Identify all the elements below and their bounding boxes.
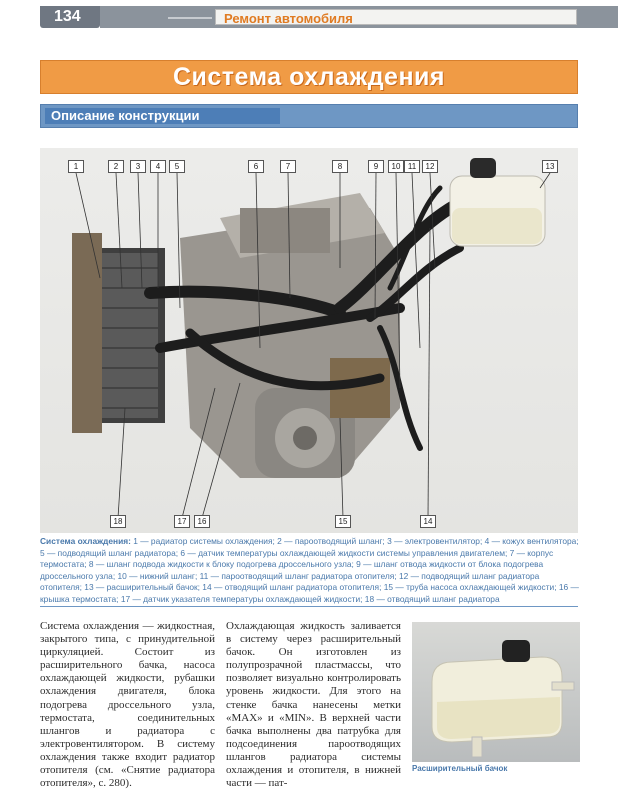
body-column-2: Охлаждающая жидкость заливается в систему через расширительный бачок. Он изготовлен из полупрозрачной пластмассы, что позволяет визуально контролировать уровень жидкости. Для этого на стенке бачка нанесены метки «MAX» и «MIN». В верхней части бачка выполнены два патрубка для подсоединения пароотводящих шлангов радиатора системы охлаждения и отопителя, в нижней части — пат- xyxy=(226,620,401,790)
figure-caption xyxy=(40,536,580,606)
callout-8: 8 xyxy=(332,160,348,173)
callout-1: 1 xyxy=(68,160,84,173)
expansion-tank-illustration xyxy=(412,622,580,762)
header-divider xyxy=(168,17,212,19)
callout-4: 4 xyxy=(150,160,166,173)
callout-10: 10 xyxy=(388,160,404,173)
body-column-1: Система охлаждения — жидкостная, закрытого типа, с принудительной циркуляцией. Состоит из расширительного бачка, насоса охлаждающей жидкости, рубашки охлаждения двигателя, блока подогрева дроссельного узла, термостата, соединительных шлангов и радиатора с электровентилятором. В систему охлаждения также входит радиатор отопителя (см. «Снятие радиатора отопителя», с. 280). xyxy=(40,620,215,790)
callout-13: 13 xyxy=(542,160,558,173)
tank-photo-caption: Расширительный бачок xyxy=(412,764,508,773)
page-number-tab xyxy=(40,6,100,28)
expansion-tank-photo xyxy=(412,622,580,762)
chapter-title-banner xyxy=(40,60,578,94)
engine-photo xyxy=(40,148,578,533)
subheading: Описание конструкции xyxy=(51,108,200,123)
caption-divider xyxy=(40,606,578,607)
callout-9: 9 xyxy=(368,160,384,173)
callout-11: 11 xyxy=(404,160,420,173)
section-title-box xyxy=(215,9,577,25)
callout-3: 3 xyxy=(130,160,146,173)
callout-2: 2 xyxy=(108,160,124,173)
radiator-shape xyxy=(72,233,165,433)
callout-12: 12 xyxy=(422,160,438,173)
callout-7: 7 xyxy=(280,160,296,173)
page-number: 134 xyxy=(54,8,81,25)
callout-15: 15 xyxy=(335,515,351,528)
callout-5: 5 xyxy=(169,160,185,173)
callout-18: 18 xyxy=(110,515,126,528)
callout-16: 16 xyxy=(194,515,210,528)
figure-caption-text: 1 — радиатор системы охлаждения; 2 — пароотводящий шланг; 3 — электровентилятор; 4 — кожух вентилятора; 5 — подводящий шланг радиатора; 6 — датчик температуры охлаждающей жидкости системы управления двигателем; 7 — корпус термостата; 8 — шланг подвода жидкости к блоку подогрева дроссельного узла; 9 — шланг отвода жидкости от блока подогрева дроссельного узла; 10 — нижний шланг; 11 — пароотводящий шланг радиатора отопителя; 12 — подводящий шланг радиатора отопителя; 13 — расширительный бачок; 14 — отводящий шланг радиатора отопителя; 15 — труба насоса охлаждающей жидкости; 16 — крышка термостата; 17 — датчик указателя температуры охлаждающей жидкости; 18 — отводящий шланг радиатора xyxy=(40,536,579,604)
engine-illustration xyxy=(40,148,578,533)
callout-14: 14 xyxy=(420,515,436,528)
expansion-tank-shape xyxy=(450,158,545,246)
callout-17: 17 xyxy=(174,515,190,528)
chapter-title: Система охлаждения xyxy=(172,63,446,91)
callout-6: 6 xyxy=(248,160,264,173)
figure-caption-label: Система охлаждения: xyxy=(40,536,131,546)
subheading-bar xyxy=(40,104,578,128)
section-title: Ремонт автомобиля xyxy=(224,11,353,26)
